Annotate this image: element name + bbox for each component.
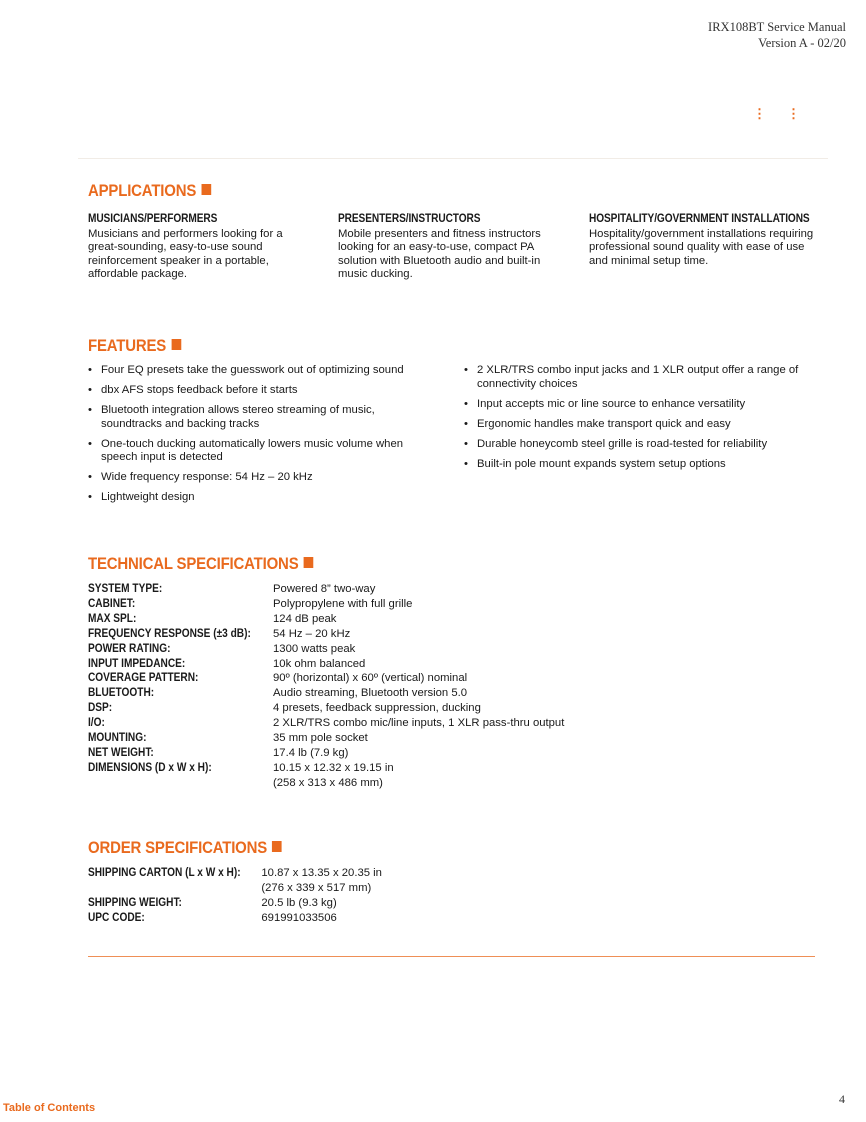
spec-label: UPC CODE: bbox=[88, 911, 145, 924]
header-divider bbox=[78, 158, 828, 159]
table-of-contents-link[interactable]: Table of Contents bbox=[3, 1102, 96, 1114]
spec-row bbox=[88, 731, 564, 746]
applications-heading: APPLICATIONS bbox=[88, 181, 211, 201]
spec-row bbox=[88, 761, 564, 791]
spec-value-metric: (258 x 313 x 486 mm) bbox=[273, 776, 383, 789]
orange-square-icon bbox=[304, 557, 314, 568]
feature-item: • One-touch ducking automatically lowers music volume when speech input is detected bbox=[88, 438, 433, 465]
spec-label: MAX SPL: bbox=[88, 612, 137, 625]
features-list-right bbox=[464, 364, 814, 478]
spec-label: NET WEIGHT: bbox=[88, 746, 154, 759]
spec-row bbox=[88, 911, 382, 926]
feature-item: • dbx AFS stops feedback before it starts bbox=[88, 384, 433, 398]
spec-value: 10k ohm balanced bbox=[273, 657, 366, 670]
feature-item: • Input accepts mic or line source to enhance versatility bbox=[464, 398, 814, 412]
feature-item: • Wide frequency response: 54 Hz – 20 kHz bbox=[88, 471, 433, 485]
application-column bbox=[589, 213, 814, 268]
spec-row bbox=[88, 642, 564, 657]
feature-item: • 2 XLR/TRS combo input jacks and 1 XLR output offer a range of connectivity choices bbox=[464, 364, 814, 391]
spec-label: MOUNTING: bbox=[88, 732, 147, 745]
spec-value: 691991033506 bbox=[261, 911, 337, 924]
spec-label: INPUT IMPEDANCE: bbox=[88, 657, 186, 670]
spec-value: 54 Hz – 20 kHz bbox=[273, 627, 351, 640]
spec-value: Powered 8” two-way bbox=[273, 583, 376, 595]
spec-row bbox=[88, 701, 564, 716]
spec-value: Audio streaming, Bluetooth version 5.0 bbox=[273, 687, 468, 700]
spec-label: CABINET: bbox=[88, 597, 136, 610]
spec-label: BLUETOOTH: bbox=[88, 687, 155, 700]
spec-row bbox=[88, 746, 564, 761]
feature-item: • Four EQ presets take the guesswork out of optimizing sound bbox=[88, 364, 433, 378]
application-heading: MUSICIANS/PERFORMERS bbox=[88, 213, 218, 225]
manual-version: Version A - 02/20 bbox=[758, 36, 846, 50]
spec-row bbox=[88, 657, 564, 672]
colon-mark-icon: ⋮ bbox=[787, 106, 800, 121]
technical-specs-table bbox=[88, 582, 564, 791]
orange-square-icon bbox=[272, 841, 282, 852]
spec-value: 4 presets, feedback suppression, ducking bbox=[273, 702, 481, 715]
spec-label: DIMENSIONS (D x W x H): bbox=[88, 761, 212, 774]
spec-label: SHIPPING CARTON (L x W x H): bbox=[88, 867, 241, 879]
application-text: Musicians and performers looking for a great-sounding, easy-to-use sound reinforcement speaker in a portable, affordable package. bbox=[88, 227, 283, 280]
page-header bbox=[708, 19, 846, 51]
application-column bbox=[338, 213, 553, 282]
spec-row bbox=[88, 612, 564, 627]
feature-item: • Ergonomic handles make transport quick and easy bbox=[464, 418, 814, 432]
spec-label: SYSTEM TYPE: bbox=[88, 583, 163, 595]
orange-square-icon bbox=[171, 339, 181, 350]
spec-value: 2 XLR/TRS combo mic/line inputs, 1 XLR pass-thru output bbox=[273, 717, 565, 730]
spec-value-metric: (276 x 339 x 517 mm) bbox=[261, 881, 372, 894]
spec-row bbox=[88, 671, 564, 686]
spec-row bbox=[88, 686, 564, 701]
feature-item: • Durable honeycomb steel grille is road-tested for reliability bbox=[464, 438, 814, 452]
spec-label: I/O: bbox=[88, 717, 105, 730]
spec-label: DSP: bbox=[88, 702, 113, 715]
feature-item: • Built-in pole mount expands system setup options bbox=[464, 458, 814, 472]
spec-value: 90º (horizontal) x 60º (vertical) nominal bbox=[273, 672, 468, 685]
technical-specs-heading: TECHNICAL SPECIFICATIONS bbox=[88, 554, 313, 574]
footer-divider bbox=[88, 956, 815, 957]
spec-value: 10.87 x 13.35 x 20.35 in bbox=[261, 867, 382, 879]
colon-mark-icon: ⋮ bbox=[753, 106, 766, 121]
features-heading: FEATURES bbox=[88, 336, 181, 356]
application-text: Hospitality/government installations requiring professional sound quality with ease of use and minimal setup time. bbox=[589, 227, 814, 267]
spec-row bbox=[88, 597, 564, 612]
spec-value: 35 mm pole socket bbox=[273, 732, 368, 745]
spec-row bbox=[88, 716, 564, 731]
manual-title: IRX108BT Service Manual bbox=[708, 20, 846, 34]
spec-label: SHIPPING WEIGHT: bbox=[88, 896, 182, 909]
spec-row bbox=[88, 896, 382, 911]
features-list-left bbox=[88, 364, 433, 511]
orange-square-icon bbox=[201, 184, 211, 195]
feature-item: • Bluetooth integration allows stereo streaming of music, soundtracks and backing tracks bbox=[88, 404, 433, 431]
application-heading: PRESENTERS/INSTRUCTORS bbox=[338, 213, 481, 225]
application-text: Mobile presenters and fitness instructors looking for an easy-to-use, compact PA solution with Bluetooth audio and built-in music ducking. bbox=[338, 227, 541, 280]
feature-item: • Lightweight design bbox=[88, 491, 433, 505]
spec-label: COVERAGE PATTERN: bbox=[88, 672, 199, 685]
spec-value: 1300 watts peak bbox=[273, 642, 356, 655]
spec-label: POWER RATING: bbox=[88, 642, 171, 655]
spec-label: FREQUENCY RESPONSE (±3 dB): bbox=[88, 627, 251, 640]
order-specs-table bbox=[88, 866, 382, 926]
spec-row bbox=[88, 582, 564, 597]
spec-value: 124 dB peak bbox=[273, 612, 337, 625]
order-specs-heading: ORDER SPECIFICATIONS bbox=[88, 838, 282, 858]
application-column bbox=[88, 213, 303, 282]
application-heading: HOSPITALITY/GOVERNMENT INSTALLATIONS bbox=[589, 213, 810, 225]
spec-value: 17.4 lb (7.9 kg) bbox=[273, 746, 349, 759]
spec-value: Polypropylene with full grille bbox=[273, 597, 413, 610]
spec-row bbox=[88, 627, 564, 642]
spec-value: 10.15 x 12.32 x 19.15 in bbox=[273, 761, 394, 774]
page-number: 4 bbox=[839, 1092, 845, 1106]
spec-value: 20.5 lb (9.3 kg) bbox=[261, 896, 337, 909]
spec-row bbox=[88, 866, 382, 896]
